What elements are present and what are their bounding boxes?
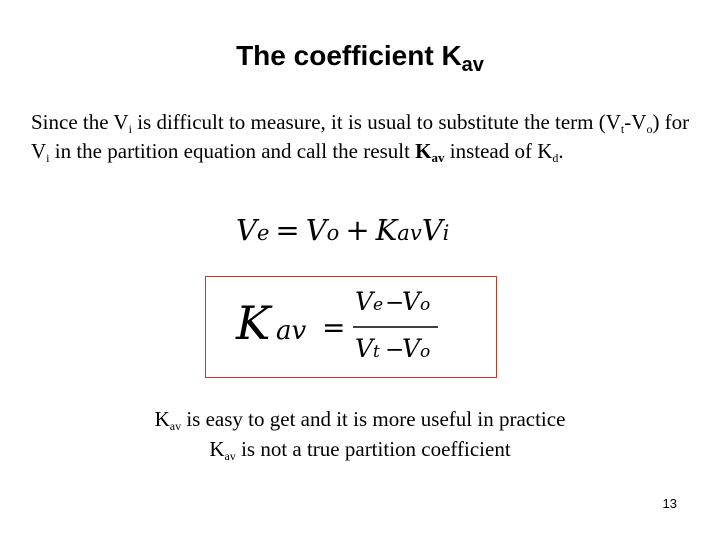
partition-equation: Ve = Vo + KavVi [236,213,450,247]
para-sub-3: o [646,122,653,136]
para-text-6: instead of K [444,139,553,163]
svg-text:−: − [385,337,405,363]
para-sub-2: t [620,122,625,136]
svg-text:−: − [385,290,405,316]
svg-text:t: t [373,342,380,362]
note-1: $K_{av}$ is easy to get and it is more useful in practice [154,407,566,433]
equals-sign: = [275,213,300,247]
svg-text:o: o [420,295,431,315]
title-main: The coefficient K [236,40,462,71]
para-bold-kav: $K_{av}$ [415,139,445,165]
kav-formula-box [205,276,497,378]
para-sub-4: i [46,151,50,165]
para-sub-5: d [552,151,559,165]
page-number: 13 [662,496,677,511]
para-text-2: is difficult to measure, it is usual to substitute the term (V [131,110,621,134]
formula-lhs-k: K [236,296,271,350]
svg-text:e: e [373,295,384,315]
svg-text:V: V [402,334,421,363]
plus-sign: + [345,213,370,247]
kav-formula [206,277,498,379]
svg-text:V: V [402,287,421,316]
svg-text:V: V [355,334,374,363]
title-subscript: av [461,54,484,76]
slide-title [0,40,720,77]
note-2: $K_{av}$ is not a true partition coefficient [209,437,511,463]
para-text-1: Since the V [31,110,129,134]
intro-paragraph [31,108,696,166]
formula-lhs-sub: av [276,316,307,346]
svg-text:V: V [355,287,374,316]
svg-text:o: o [420,342,431,362]
formula-equals: = [322,311,346,344]
para-sub-1: i [128,122,132,136]
para-text-3: -V [624,110,647,134]
para-text-4: ) for V [31,110,690,163]
para-text-7: . [558,139,564,163]
para-text-5: in the partition equation and call the result [49,139,416,163]
